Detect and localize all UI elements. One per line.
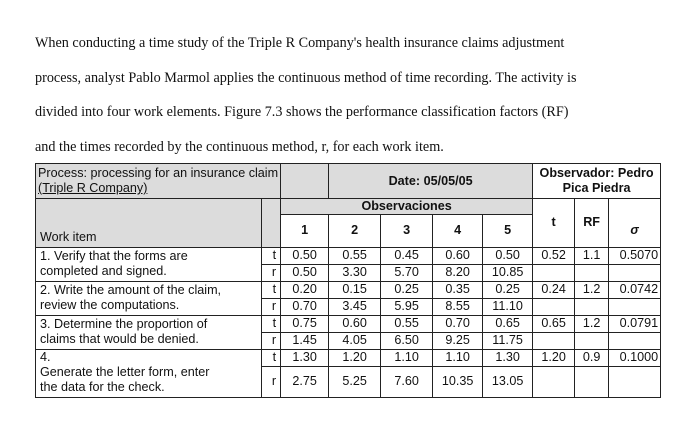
work-item-text: 3. Determine the proportion of [40,317,208,331]
t-value: 1.20 [329,349,381,366]
empty-cell [533,332,575,349]
r-value: 13.05 [483,366,533,397]
r-marker: r [262,298,281,315]
paragraph-line: When conducting a time study of the Triple R Company's health insurance claims adjustment [35,35,565,51]
obs-col-4: 4 [433,215,483,248]
t-marker: t [262,349,281,366]
process-label: Process: processing for an insurance claim [38,166,279,180]
work-item-header: Work item [36,215,262,248]
empty-cell [575,264,609,281]
r-value: 3.30 [329,264,381,281]
work-item-text: claims that would be denied. [40,332,199,346]
t-header-top [533,199,575,215]
r-value: 3.45 [329,298,381,315]
work-item-text: 4. [40,349,51,364]
t-value: 1.10 [381,349,433,366]
sigma-value: 0.5070 [609,247,661,264]
r-marker: r [262,366,281,397]
r-value: 10.85 [483,264,533,281]
sigma-value: 0.0791 [609,315,661,332]
work-item-text: 2. Write the amount of the claim, [40,283,222,297]
rf-value: 0.9 [575,349,609,366]
rf-value: 1.2 [575,281,609,298]
work-item-text: review the computations. [40,298,180,312]
t-marker: t [262,315,281,332]
empty-cell [609,298,661,315]
t-marker: t [262,247,281,264]
r-value: 10.35 [433,366,483,397]
observations-header: Observaciones [281,199,533,215]
work-item-text: the data for the check. [40,379,165,394]
t-mean: 0.24 [533,281,575,298]
t-marker: t [262,281,281,298]
obs-col-3: 3 [381,215,433,248]
time-study-table [35,163,661,398]
t-value: 0.25 [381,281,433,298]
rf-header-top [575,199,609,215]
work-item-text: completed and signed. [40,264,167,278]
r-value: 5.25 [329,366,381,397]
empty-cell [533,298,575,315]
t-value: 0.45 [381,247,433,264]
t-value: 1.30 [483,349,533,366]
empty-cell [533,264,575,281]
r-value: 6.50 [381,332,433,349]
r-value: 1.45 [281,332,329,349]
t-value: 1.10 [433,349,483,366]
r-value: 0.70 [281,298,329,315]
t-mean: 1.20 [533,349,575,366]
r-value: 11.10 [483,298,533,315]
t-value: 1.30 [281,349,329,366]
work-item-text: 1. Verify that the forms are [40,249,188,263]
r-value: 0.50 [281,264,329,281]
t-value: 0.35 [433,281,483,298]
empty-cell [575,332,609,349]
t-value: 0.60 [329,315,381,332]
observer-line1: Observador: Pedro [539,166,654,180]
work-item-header-top [36,199,262,215]
r-value: 7.60 [381,366,433,397]
header-spacer [281,164,329,199]
t-value: 0.55 [329,247,381,264]
sigma-header: σ [609,215,661,248]
t-value: 0.70 [433,315,483,332]
r-value: 8.55 [433,298,483,315]
paragraph-line: process, analyst Pablo Marmol applies the continuous method of time recording. The activity is [35,69,577,86]
work-item-2 [36,281,262,315]
sigma-header-top [609,199,661,215]
t-value: 0.55 [381,315,433,332]
problem-statement [35,26,675,164]
marker-header-top [262,199,281,215]
t-mean: 0.52 [533,247,575,264]
sigma-value: 0.0742 [609,281,661,298]
empty-cell [533,366,575,397]
t-mean: 0.65 [533,315,575,332]
r-value: 9.25 [433,332,483,349]
r-value: 2.75 [281,366,329,397]
r-marker: r [262,264,281,281]
rf-value: 1.2 [575,315,609,332]
date-cell: Date: 05/05/05 [329,164,533,199]
t-value: 0.75 [281,315,329,332]
r-value: 11.75 [483,332,533,349]
t-header: t [533,215,575,248]
empty-cell [575,366,609,397]
work-item-3 [36,315,262,349]
t-value: 0.50 [483,247,533,264]
paragraph-line: divided into four work elements. Figure 7.3 shows the performance classification factors (RF) [35,104,569,120]
t-value: 0.65 [483,315,533,332]
t-value: 0.60 [433,247,483,264]
rf-value: 1.1 [575,247,609,264]
work-item-text: Generate the letter form, enter [40,364,210,379]
work-item-4 [36,349,262,397]
obs-col-2: 2 [329,215,381,248]
rf-header: RF [575,215,609,248]
r-value: 4.05 [329,332,381,349]
process-company: (Triple R Company) [38,181,148,195]
empty-cell [609,332,661,349]
t-value: 0.15 [329,281,381,298]
t-value: 0.50 [281,247,329,264]
r-value: 8.20 [433,264,483,281]
obs-col-1: 1 [281,215,329,248]
obs-col-5: 5 [483,215,533,248]
t-value: 0.20 [281,281,329,298]
r-value: 5.95 [381,298,433,315]
marker-header [262,215,281,248]
empty-cell [609,366,661,397]
r-value: 5.70 [381,264,433,281]
work-item-1 [36,247,262,281]
process-cell [36,164,281,199]
observer-line2: Pica Piedra [562,181,631,195]
r-marker: r [262,332,281,349]
empty-cell [609,264,661,281]
sigma-value: 0.1000 [609,349,661,366]
empty-cell [575,298,609,315]
t-value: 0.25 [483,281,533,298]
paragraph-line: and the times recorded by the continuous method, r, for each work item. [35,138,444,155]
observer-cell [533,164,661,199]
